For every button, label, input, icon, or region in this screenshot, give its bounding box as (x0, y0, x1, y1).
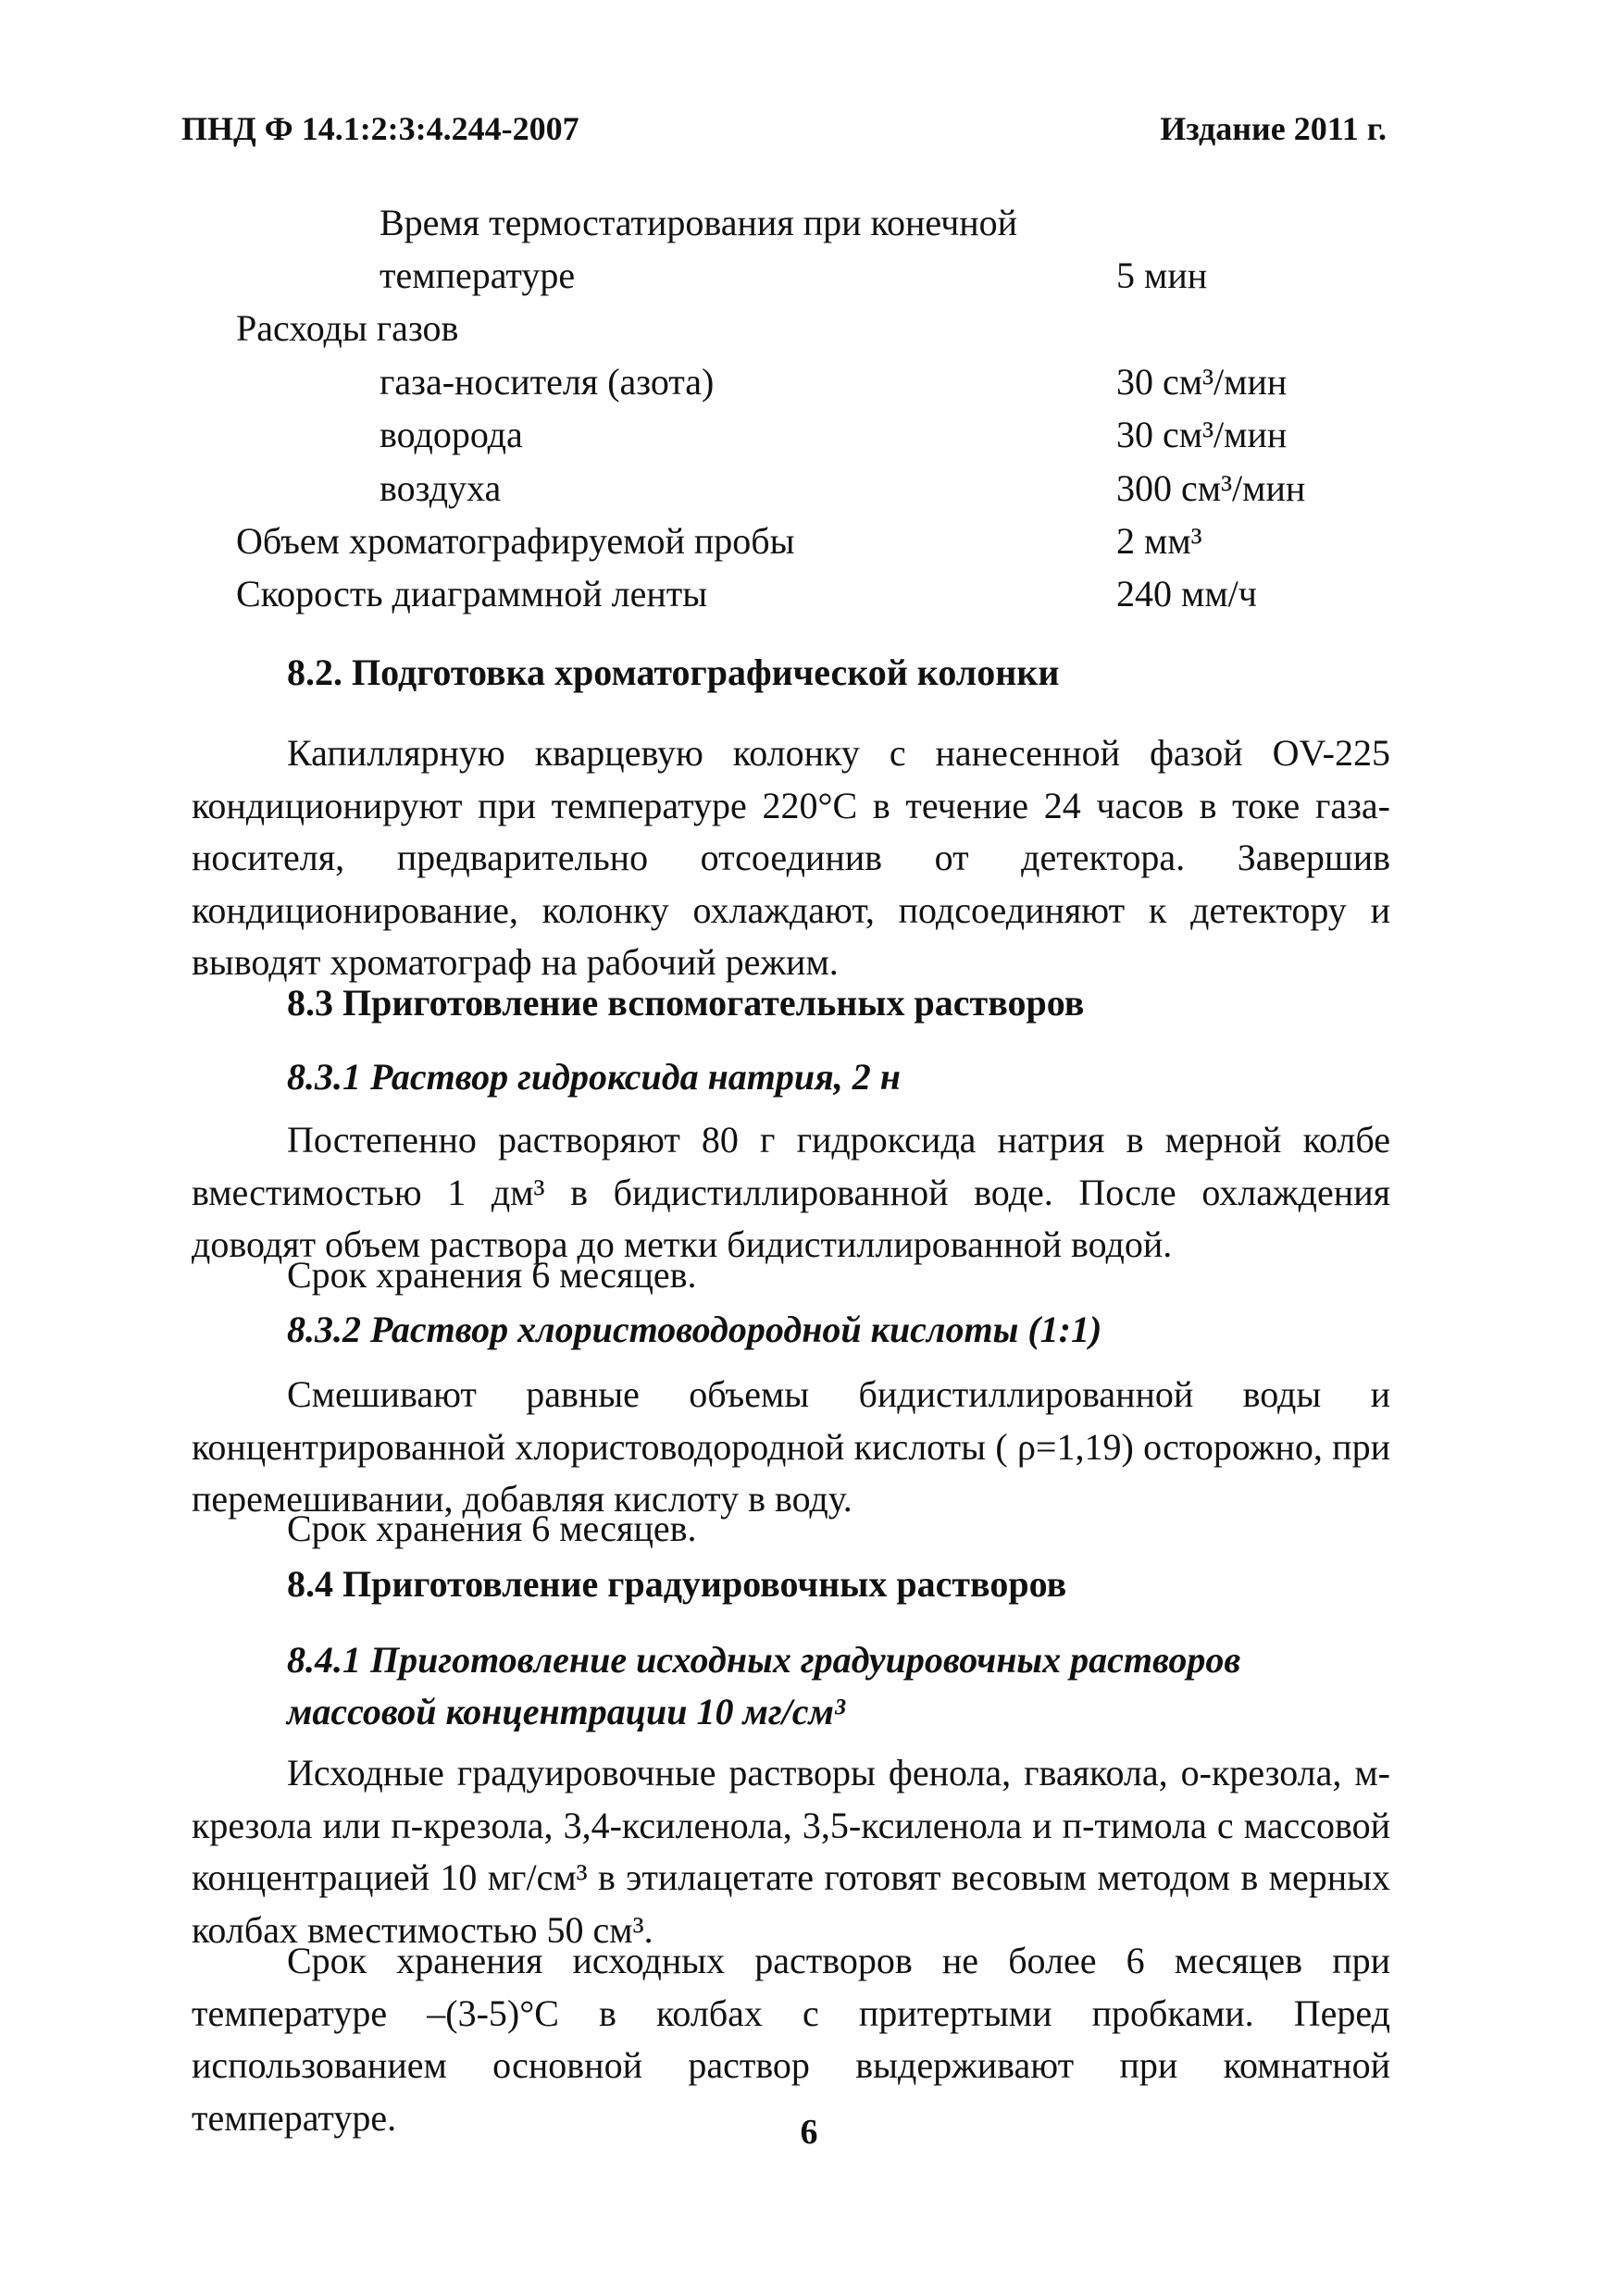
section-8-2-title: 8.2. Подготовка хроматографической колонки (287, 652, 1060, 693)
section-8-4-title: 8.4 Приготовление градуировочных растворов (287, 1563, 1067, 1605)
sample-volume-value: 2 мм³ (1116, 520, 1202, 562)
section-8-3-2-storage: Срок хранения 6 месяцев. (287, 1508, 697, 1549)
carrier-gas-label: газа-носителя (азота) (380, 361, 715, 403)
hydrogen-label: водорода (380, 414, 523, 455)
section-8-4-1-title-line1: 8.4.1 Приготовление исходных градуировочных растворов (287, 1639, 1241, 1681)
section-8-4-1-para2: Срок хранения исходных растворов не более 6 месяцев при температуре –(3-5)°С в колбах с притертыми пробками. Перед использованием основной раствор выдерживают при комнатной температуре. (192, 1940, 1390, 2139)
gas-flow-label: Расходы газов (236, 307, 459, 349)
air-value: 300 см³/мин (1116, 467, 1306, 509)
page-number: 6 (800, 2113, 818, 2152)
section-8-3-2-title: 8.3.2 Раствор хлористоводородной кислоты (1:1) (287, 1309, 1102, 1350)
section-8-3-1-title: 8.3.1 Раствор гидроксида натрия, 2 н (287, 1056, 901, 1098)
section-8-4-1-para1: Исходные градуировочные растворы фенола, гваякола, о-крезола, м-крезола или п-крезола, 3,4-ксиленола, 3,5-ксиленола и п-тимола с массовой концентрацией 10 мг/см³ в этилацетате готовят весовым методом в мерных колбах вместимостью 50 см³. (192, 1752, 1390, 1951)
thermo-time-label-line1: Время термостатирования при конечной (380, 202, 1018, 243)
section-8-3-2-text: Смешивают равные объемы бидистиллированной воды и концентрированной хлористоводородной кислоты ( ρ=1,19) осторожно, при перемешивании, добавляя кислоту в воду. (192, 1373, 1390, 1520)
thermo-time-value: 5 мин (1116, 254, 1208, 296)
section-8-2-text: Капиллярную кварцевую колонку с нанесенной фазой OV-225 кондиционируют при температуре 220°С в течение 24 часов в токе газа-носителя, предварительно отсоединив от детектора. Завершив кондиционирование, колонку охлаждают, подсоединяют к детектору и выводят хроматограф на рабочий режим. (192, 732, 1390, 983)
chart-speed-value: 240 мм/ч (1116, 573, 1257, 614)
chart-speed-label: Скорость диаграммной ленты (236, 573, 708, 614)
document-code: ПНД Ф 14.1:2:3:4.244-2007 (181, 110, 579, 147)
section-8-4-1-title-line2: массовой концентрации 10 мг/см³ (287, 1691, 845, 1732)
carrier-gas-value: 30 см³/мин (1116, 361, 1288, 403)
sample-volume-label: Объем хроматографируемой пробы (236, 520, 795, 562)
thermo-time-label-line2: температуре (380, 254, 576, 296)
section-8-3-title: 8.3 Приготовление вспомогательных растворов (287, 982, 1085, 1024)
section-8-3-1-storage: Срок хранения 6 месяцев. (287, 1254, 697, 1296)
section-8-3-1-text: Постепенно растворяют 80 г гидроксида натрия в мерной колбе вместимостью 1 дм³ в бидистиллированной воде. После охлаждения доводят объем раствора до метки бидистиллированной водой. (192, 1119, 1390, 1265)
hydrogen-value: 30 см³/мин (1116, 414, 1288, 455)
edition-label: Издание 2011 г. (1160, 110, 1387, 147)
air-label: воздуха (380, 467, 502, 509)
